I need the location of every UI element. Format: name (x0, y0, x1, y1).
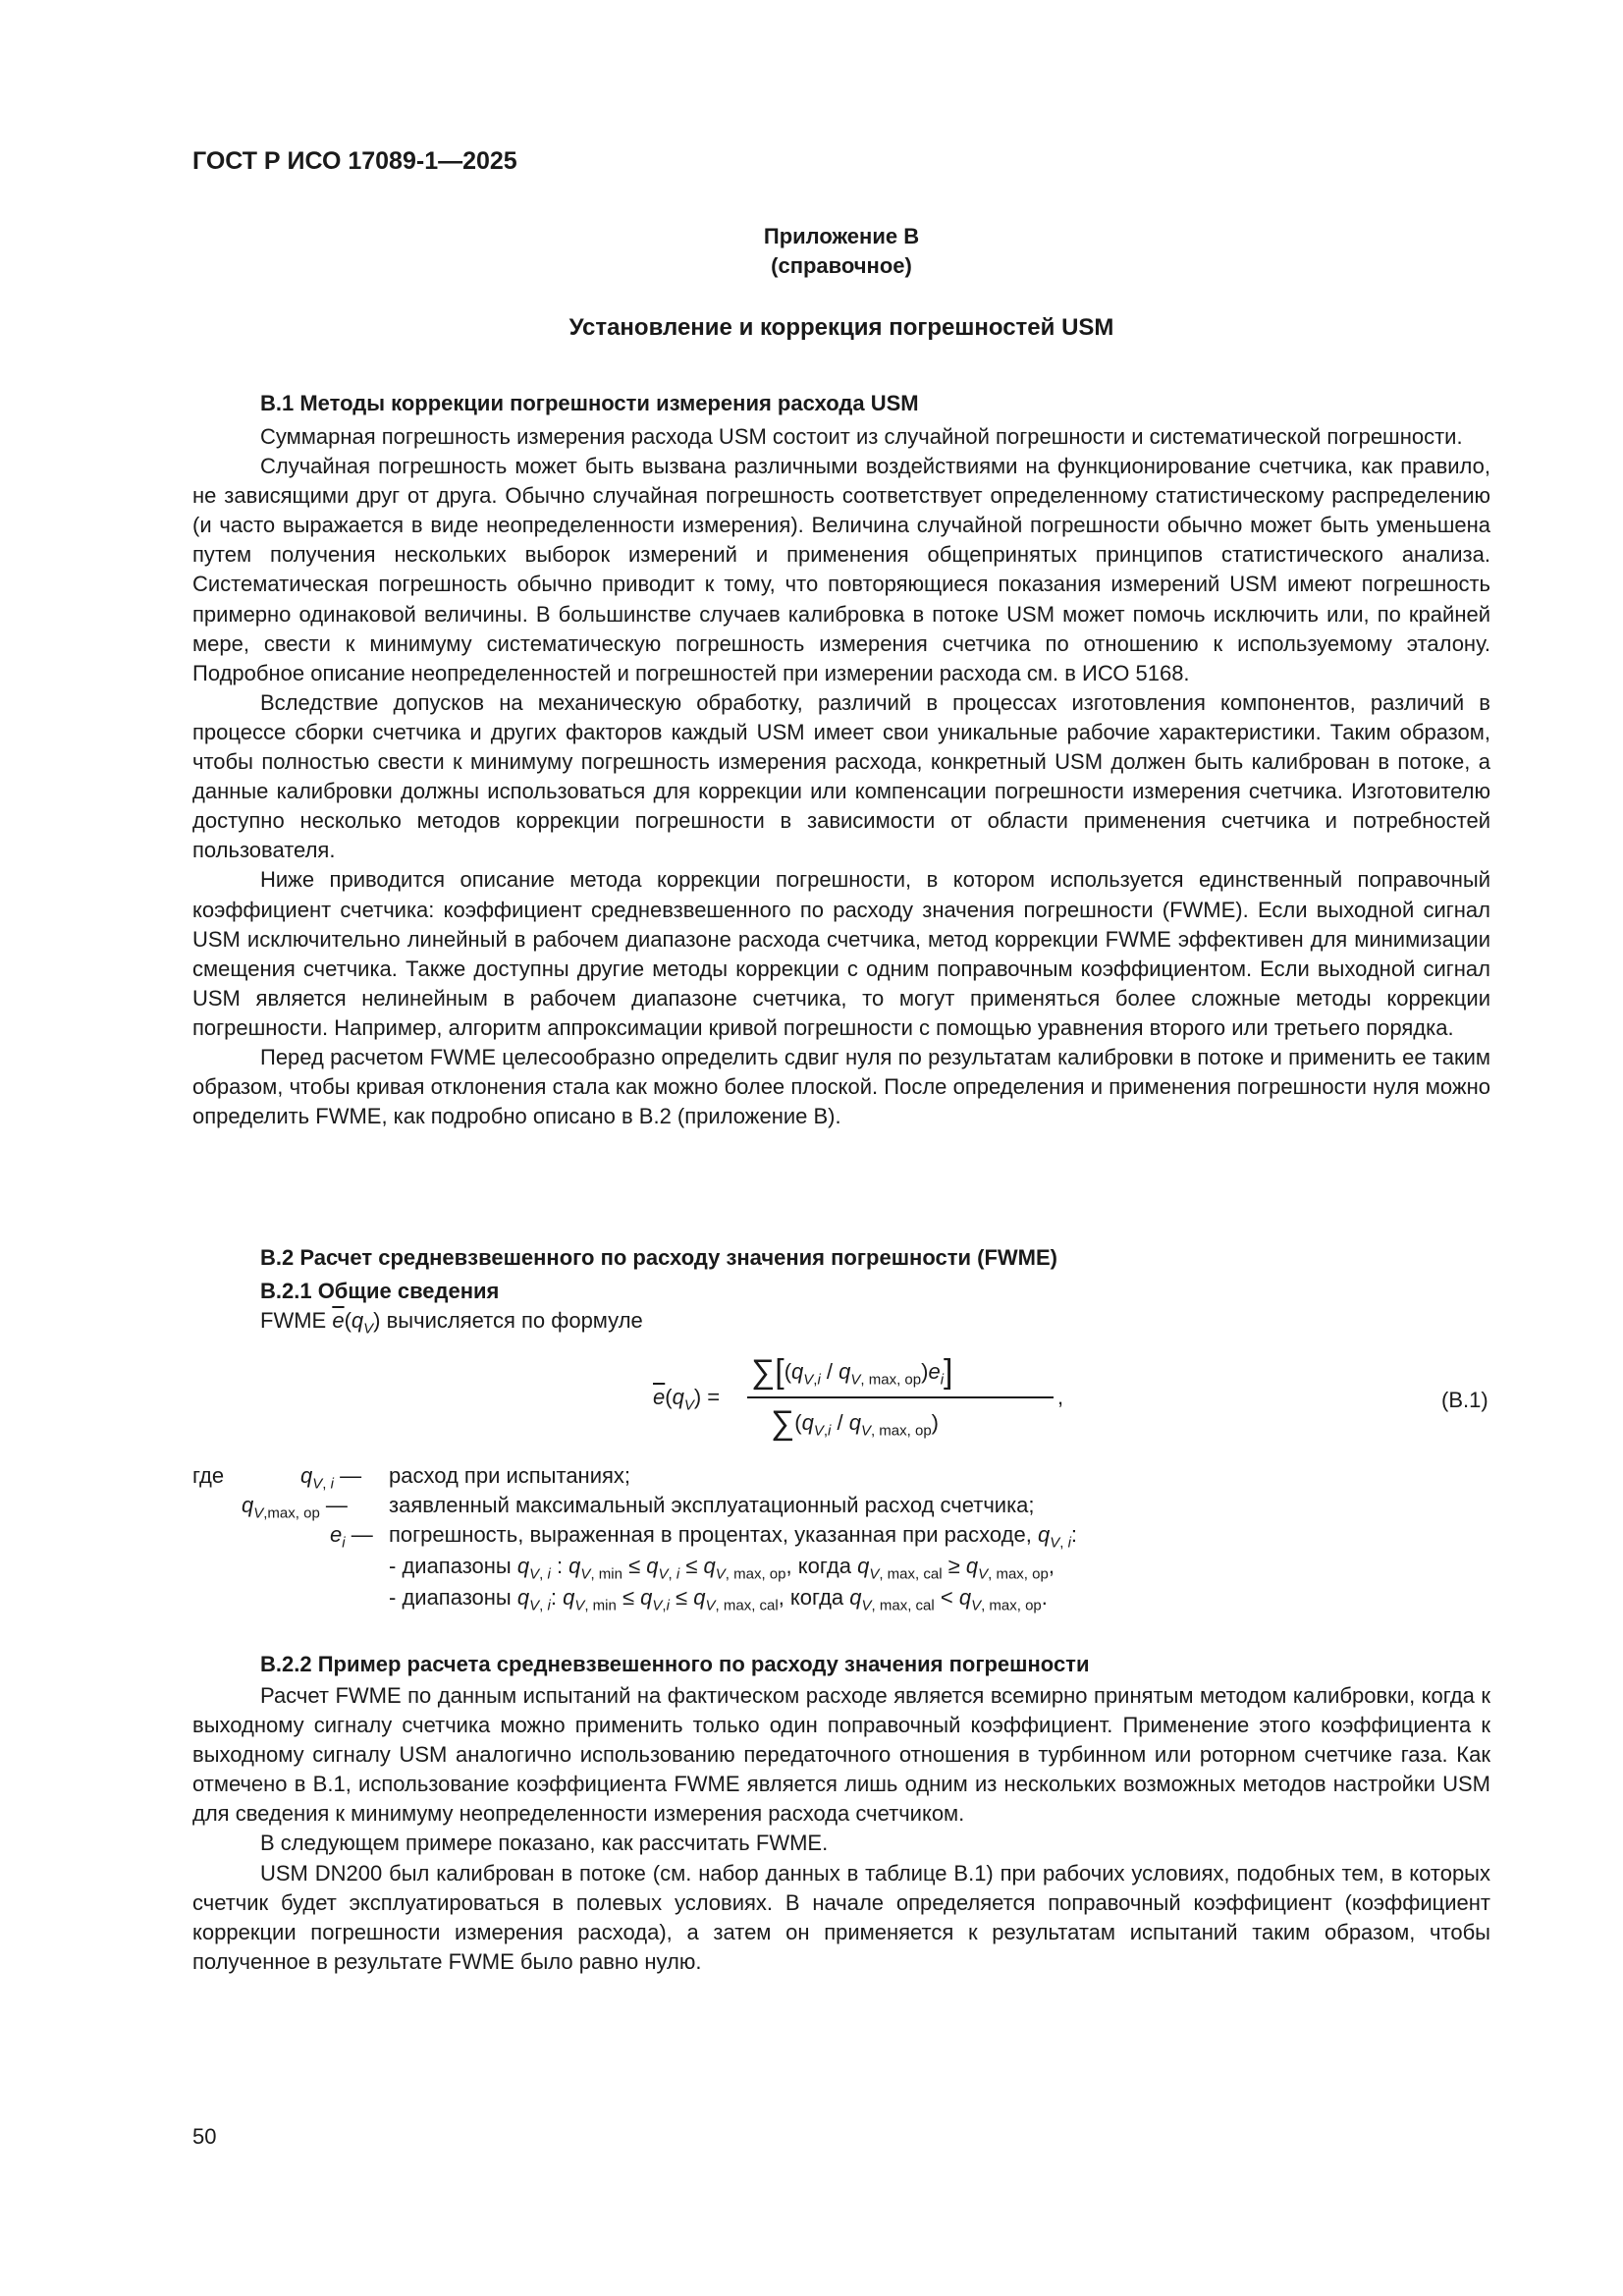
where-item: расход при испытаниях; (389, 1463, 631, 1488)
section-b2-heading: В.2 Расчет средневзвешенного по расходу значения погрешности (FWME) (260, 1245, 1057, 1270)
paragraph: Перед расчетом FWME целесообразно определить сдвиг нуля по результатам калибровки в потоке и применить ее таким образом, чтобы кривая отклонения стала как можно более плоской. После определения и применения погрешности нуля можно определить FWME, как подробно описано в В.2 (приложение В). (192, 1044, 1490, 1129)
section-b22-heading: В.2.2 Пример расчета средневзвешенного по расходу значения погрешности (260, 1652, 1090, 1676)
formula-lhs: $\overline{e}(q_V)$ = (653, 1385, 721, 1414)
where-symbol-ei: $e_i$ — (330, 1522, 373, 1552)
formula-denominator: $\sum(q_{V,i} / q_{V, max, op})$ (771, 1404, 939, 1442)
appendix-status: (справочное) (771, 253, 912, 278)
where-item: погрешность, выраженная в процентах, указанная при расходе, $q_{V, i}$: (389, 1522, 1078, 1552)
where-item: заявленный максимальный эксплуатационный расход счетчика; (389, 1493, 1035, 1517)
fraction-bar (747, 1396, 1054, 1398)
paragraph: В следующем примере показано, как рассчитать FWME. (260, 1831, 829, 1856)
paragraph: USM DN200 был калиброван в потоке (см. набор данных в таблице В.1) при рабочих условиях, подобных тем, в которых счетчик будет эксплуатироваться в полевых условиях. В начале определяется поправочный коэффициент (коэффициент коррекции погрешности измерения расхода), а затем он применяется к результатам испытаний таким образом, чтобы полученное в результате FWME было равно нулю. (192, 1860, 1490, 1974)
paragraph: Расчет FWME по данным испытаний на фактическом расходе является всемирно принятым методом калибровки, когда к выходному сигналу счетчика можно применить только один поправочный коэффициент. Применение этого коэффициента к выходному сигналу USM аналогично использованию передаточного отношения в турбинном или роторном счетчике газа. Как отмечено в В.1, использование коэффициента FWME является лишь одним из нескольких возможных методов настройки USM для сведения к минимуму неопределенности измерения расхода счетчиком. (192, 1683, 1490, 1827)
section-b1-body (192, 422, 1490, 1131)
fwme-formula: $\overline{e}(q_V)$ = $\sum[(q_{V,i} / q_{V, max, op})e_i]$ $\sum(q_{V,i} / q_{V, max, op})$ , (653, 1353, 1064, 1442)
where-symbol-qvi: $q_{V, i}$ — (300, 1463, 362, 1493)
where-symbol-qvmax: $q_{V,max, op}$ — (242, 1493, 348, 1522)
range-line-2: - диапазоны $q_{V, i}$: $q_{V, min} \le q_{V,i} \le q_{V, max, cal}$, когда $q_{V, max, cal} < q_{V, max, op}$. (389, 1585, 1048, 1614)
appendix-heading: Установление и коррекция погрешностей USM (568, 314, 1114, 341)
page-number: 50 (192, 2124, 217, 2149)
formula-intro: FWME $\overline{e}(q_V)$ вычисляется по формуле (260, 1308, 643, 1338)
range-line-1: - диапазоны $q_{V, i}$ : $q_{V, min} \le q_{V, i} \le q_{V, max, op}$, когда $q_{V, max, cal} \ge q_{V, max, op}$, (389, 1554, 1055, 1583)
formula-number: (В.1) (1441, 1388, 1488, 1412)
standard-header: ГОСТ Р ИСО 17089-1—2025 (192, 147, 517, 175)
section-b22-body (192, 1681, 1490, 1977)
where-word: где (192, 1463, 225, 1488)
section-b21-heading: В.2.1 Общие сведения (260, 1279, 500, 1303)
paragraph: Суммарная погрешность измерения расхода USM состоит из случайной погрешности и систематической погрешности. (260, 424, 1463, 449)
section-b1-heading: В.1 Методы коррекции погрешности измерения расхода USM (260, 391, 919, 415)
appendix-title: Приложение В (763, 224, 920, 248)
formula-numerator: $\sum[(q_{V,i} / q_{V, max, op})e_i]$ (751, 1353, 953, 1391)
paragraph: Вследствие допусков на механическую обработку, различий в процессах изготовления компонентов, различий в процессе сборки счетчика и других факторов каждый USM имеет свои уникальные рабочие характеристики. Таким образом, чтобы полностью свести к минимуму погрешность измерения расхода, конкретный USM должен быть калиброван в потоке, а данные калибровки должны использоваться для коррекции или компенсации погрешности измерения счетчика. Изготовителю доступно несколько методов коррекции погрешности в зависимости от области применения счетчика и потребностей пользователя. (192, 689, 1490, 863)
paragraph: Случайная погрешность может быть вызвана различными воздействиями на функционирование счетчика, как правило, не зависящими друг от друга. Обычно случайная погрешность соответствует определенному статистическому распределению (и часто выражается в виде неопределенности измерения). Величина случайной погрешности обычно может быть уменьшена путем получения нескольких выборок измерений и применения общепринятых принципов статистического анализа. Систематическая погрешность обычно приводит к тому, что повторяющиеся показания измерений USM имеют погрешность примерно одинаковой величины. В большинстве случаев калибровка в потоке USM может помочь исключить или, по крайней мере, свести к минимуму систематическую погрешность измерения счетчика по отношению к используемому эталону. Подробное описание неопределенностей и погрешностей при измерении расхода см. в ИСО 5168. (192, 454, 1490, 685)
paragraph: Ниже приводится описание метода коррекции погрешности, в котором используется единственный поправочный коэффициент счетчика: коэффициент средневзвешенного по расходу значения погрешности (FWME). Если выходной сигнал USM исключительно линейный в рабочем диапазоне расхода счетчика, метод коррекции FWME эффективен для минимизации смещения счетчика. Также доступны другие методы коррекции с одним поправочным коэффициентом. Если выходной сигнал USM является нелинейным в рабочем диапазоне счетчика, то могут применяться более сложные методы коррекции погрешности. Например, алгоритм аппроксимации кривой погрешности с помощью уравнения второго или третьего порядка. (192, 867, 1490, 1040)
